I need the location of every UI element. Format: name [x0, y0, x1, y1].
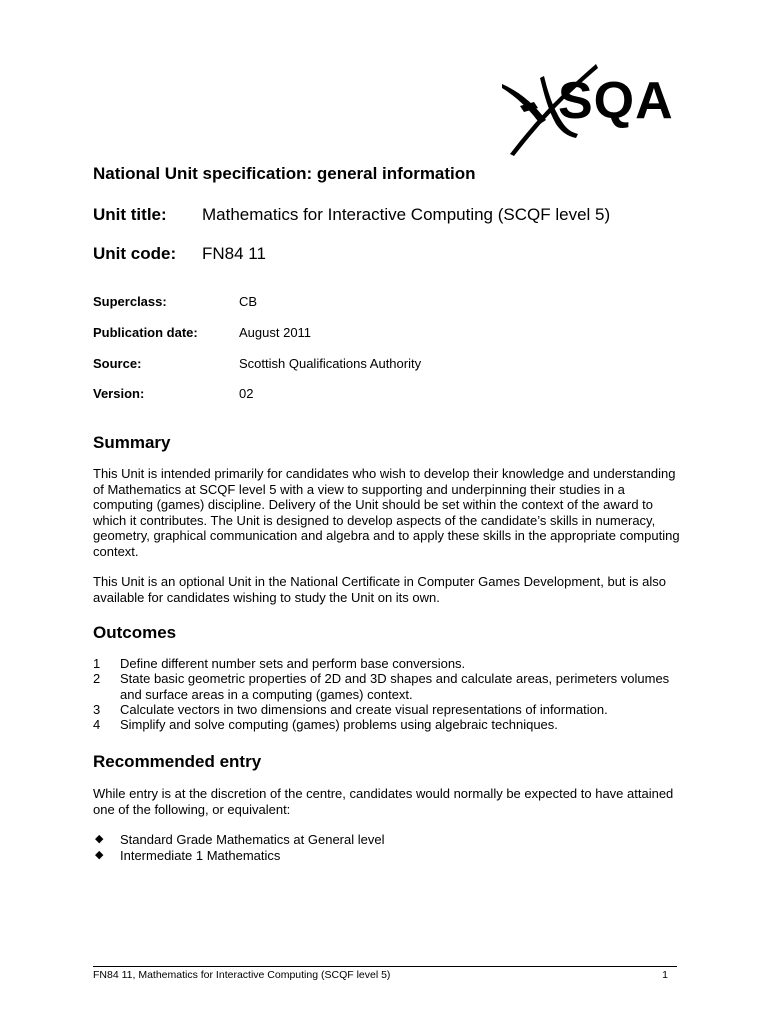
summary-paragraph-1: This Unit is intended primarily for candidates who wish to develop their knowledge and understanding of Mathematics at SCQF level 5 with a view to supporting and underpinning their studies in a computing (games) discipline. Delivery of the Unit should be set within the context of the award to which it contributes. The Unit is designed to develop aspects of the candidate’s skills in numeracy, geometry, graphical communication and algebra and to apply these skills in the appropriate computing context. [93, 466, 680, 559]
outcome-text: Simplify and solve computing (games) problems using algebraic techniques. [120, 717, 558, 732]
page-number: 1 [662, 969, 668, 981]
outcome-text: Define different number sets and perform base conversions. [120, 656, 466, 671]
outcomes-heading: Outcomes [93, 623, 177, 642]
superclass-label: Superclass: [93, 294, 167, 309]
unit-code-label: Unit code: [93, 244, 177, 263]
footer-divider [93, 966, 677, 967]
summary-paragraph-2: This Unit is an optional Unit in the National Certificate in Computer Games Development, but is also available for candidates wishing to study the Unit on its own. [93, 574, 666, 605]
publication-date-value: August 2011 [239, 325, 312, 340]
version-label: Version: [93, 386, 145, 401]
outcome-text: Calculate vectors in two dimensions and create visual representations of information. [120, 702, 608, 717]
source-value: Scottish Qualifications Authority [239, 356, 422, 371]
entry-list-item: Intermediate 1 Mathematics [120, 848, 281, 863]
superclass-value: CB [239, 294, 258, 309]
outcome-number: 2 [93, 671, 101, 686]
unit-title-value: Mathematics for Interactive Computing (SCQF level 5) [202, 205, 611, 224]
outcome-number: 4 [93, 717, 101, 732]
source-label: Source: [93, 356, 142, 371]
outcome-number: 3 [93, 702, 101, 717]
entry-list-item: Standard Grade Mathematics at General level [120, 832, 385, 847]
outcome-number: 1 [93, 656, 101, 671]
sqa-logo [500, 62, 692, 158]
unit-title-label: Unit title: [93, 205, 167, 224]
page-title: National Unit specification: general information [93, 164, 476, 183]
logo-wordmark: SQA [558, 72, 674, 130]
diamond-bullet-icon: ◆ [95, 833, 104, 845]
unit-code-value: FN84 11 [202, 244, 266, 263]
footer-text: FN84 11, Mathematics for Interactive Computing (SCQF level 5) [93, 969, 391, 981]
publication-date-label: Publication date: [93, 325, 198, 340]
diamond-bullet-icon: ◆ [95, 849, 104, 861]
outcome-text: State basic geometric properties of 2D and 3D shapes and calculate areas, perimeters volumes and surface areas in a computing (games) context. [120, 671, 670, 702]
version-value: 02 [239, 386, 254, 401]
recommended-entry-paragraph: While entry is at the discretion of the centre, candidates would normally be expected to have attained one of the following, or equivalent: [93, 786, 674, 817]
summary-heading: Summary [93, 433, 171, 452]
recommended-entry-heading: Recommended entry [93, 752, 262, 771]
